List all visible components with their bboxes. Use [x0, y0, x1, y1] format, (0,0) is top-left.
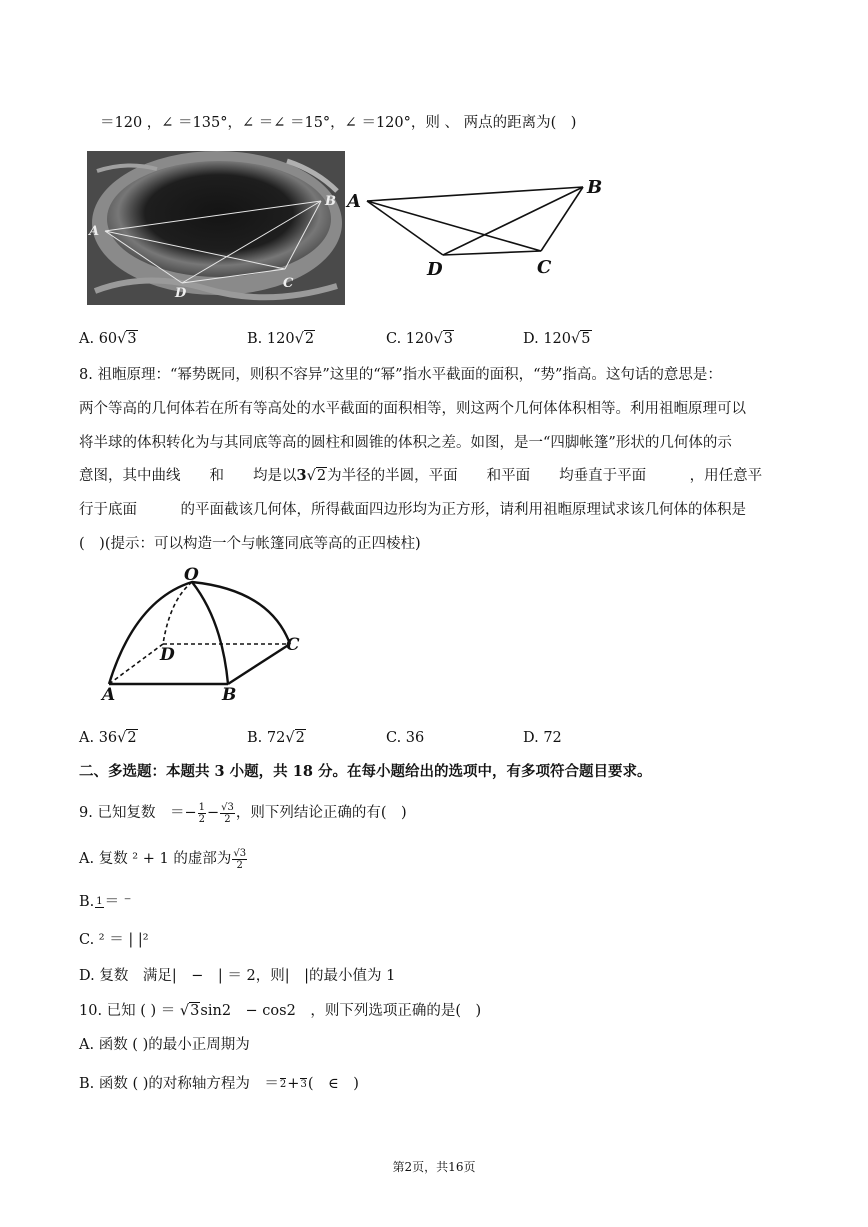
q8-option-d[interactable]: D. 72	[523, 730, 562, 746]
diagram-label-a: A	[347, 191, 361, 212]
q8-line-4: 意图，其中曲线 和 均是以3√2为半径的半圆，平面 和平面 均垂直于平面 ，用任意平	[79, 467, 763, 484]
q7-option-c[interactable]: C. 120√3	[386, 331, 453, 347]
section-2-heading: 二、多选题：本题共 3 小题，共 18 分。在每小题给出的选项中，有多项符合题目要求。	[79, 763, 652, 780]
q9-stem: 9. 已知复数 ＝− $\frac{1}{2}$ − $\frac{√3}{2}$ ，则下列结论正确的有( )	[79, 801, 407, 825]
diagram-label-b: B	[587, 177, 603, 198]
tent-label-c: C	[286, 635, 300, 655]
q8-option-c[interactable]: C. 36	[386, 730, 425, 746]
photo-label-b: B	[325, 194, 336, 209]
q7-option-d[interactable]: D. 120√5	[523, 331, 591, 347]
q7-option-a[interactable]: A. 60√3	[79, 331, 137, 347]
q8-line-1: 8. 祖暅原理：“幂势既同，则积不容异”这里的“幂”指水平截面的面积，“势”指高。这句话的意思是：	[79, 367, 722, 383]
q10-option-a[interactable]: A. 函数 ( )的最小正周期为	[79, 1037, 250, 1053]
photo-label-d: D	[175, 286, 187, 301]
q10-stem: 10. 已知 ( ) ＝ √3sin2 − cos2 ，则下列选项正确的是( )	[79, 1003, 482, 1019]
q9-option-b[interactable]: B. 1 ＝ ⁻	[79, 894, 132, 910]
q8-option-b[interactable]: B. 72√2	[247, 730, 305, 746]
page-footer: 第2页，共16页	[392, 1160, 476, 1174]
q9-option-c[interactable]: C. ² ＝ | |²	[79, 932, 149, 948]
q7-option-b[interactable]: B. 120√2	[247, 331, 315, 347]
q7-stem: ＝120 ，∠ ＝135°，∠ ＝∠ ＝15°，∠ ＝120°，则 、 两点的距离为( )	[100, 115, 577, 131]
q10-option-b[interactable]: B. 函数 ( )的对称轴方程为 ＝ 2 + 3 ( ∈ )	[79, 1076, 359, 1092]
q9-option-d[interactable]: D. 复数 满足| − | ＝ 2，则| |的最小值为 1	[79, 968, 396, 984]
q8-option-a[interactable]: A. 36√2	[79, 730, 137, 746]
tent-label-d: D	[160, 645, 175, 665]
photo-label-c: C	[283, 276, 294, 291]
diagram-label-d: D	[427, 259, 443, 280]
q8-line-5: 行于底面 的平面截该几何体，所得截面四边形均为正方形，请利用祖暅原理试求该几何体的体积是	[79, 502, 746, 518]
photo-label-a: A	[89, 224, 100, 239]
q7-diagram	[345, 151, 607, 287]
q8-tent-figure	[100, 560, 310, 705]
q9-option-a[interactable]: A. 复数 ² + 1 的虚部为 $\frac{√3}{2}$	[79, 847, 247, 871]
q8-line-3: 将半球的体积转化为与其同底等高的圆柱和圆锥的体积之差。如图，是一“四脚帐篷”形状的几何体的示	[79, 435, 732, 451]
q7-photo	[87, 151, 345, 305]
q8-line-2: 两个等高的几何体若在所有等高处的水平截面的面积相等，则这两个几何体体积相等。利用祖暅原理可以	[79, 401, 746, 417]
tent-label-b: B	[222, 685, 237, 705]
diagram-label-c: C	[537, 257, 552, 278]
tent-label-a: A	[102, 685, 116, 705]
tent-label-o: O	[184, 565, 199, 585]
q8-line-6: ( )(提示：可以构造一个与帐篷同底等高的正四棱柱)	[79, 536, 421, 552]
